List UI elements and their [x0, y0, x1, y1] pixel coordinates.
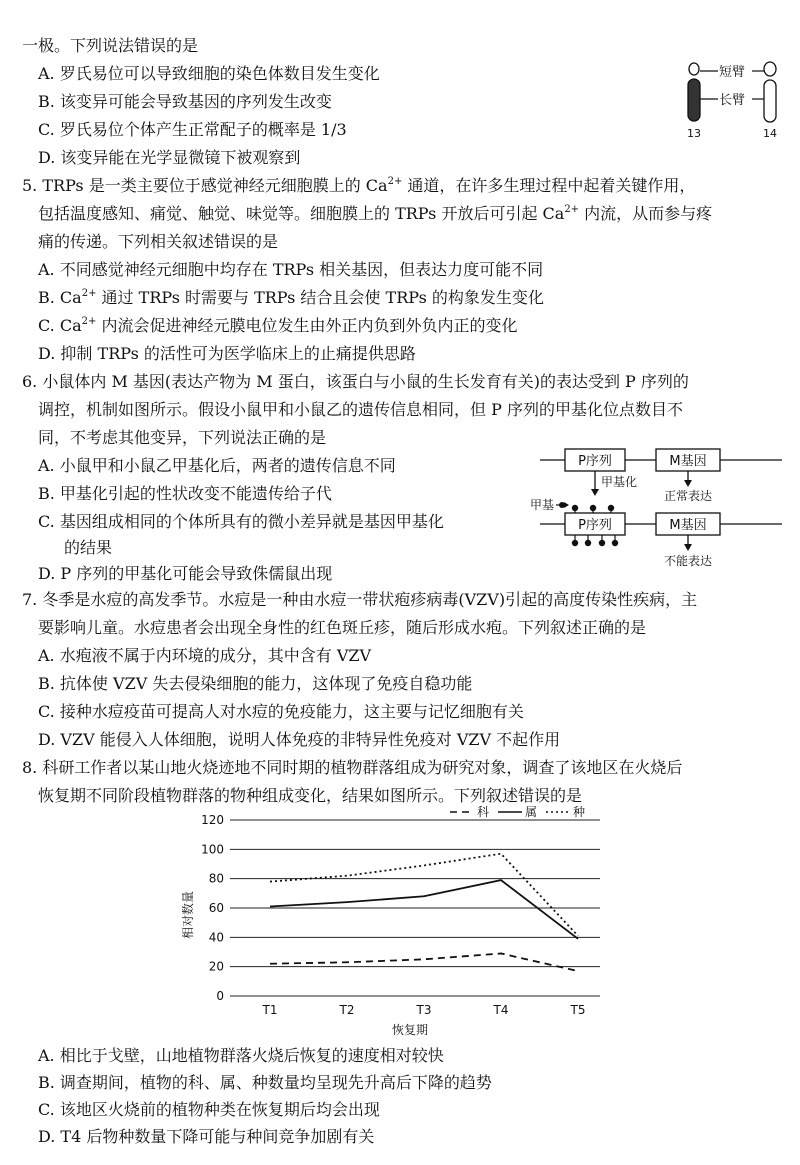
x-tick-label: T3: [416, 1003, 432, 1017]
methyl-groups-bottom: [572, 535, 618, 546]
chart-series: [270, 854, 578, 971]
methylation-diagram: [530, 442, 792, 570]
q7-option-c: C. 接种水痘疫苗可提高人对水痘的免疫能力，这主要与记忆细胞有关: [38, 702, 524, 721]
y-tick-label: 0: [216, 989, 224, 1003]
q6-option-c-line-2: 的结果: [64, 538, 113, 557]
methyl-groups-top: [572, 505, 614, 513]
q5-line-1: 5. TRPs 是一类主要位于感觉神经元细胞膜上的 $Ca^{2+}$ 通道，在许多生理过程中起着关键作用，: [22, 176, 696, 195]
y-tick-label: 100: [201, 842, 224, 857]
y-tick-label: 60: [208, 901, 224, 915]
q5-line-2: 包括温度感知、痛觉、触觉、味觉等。细胞膜上的 TRPs 开放后可引起 $Ca^{2+}$ 内流，从而参与疼: [38, 204, 713, 223]
q8-option-a: A. 相比于戈壁，山地植物群落火烧后恢复的速度相对较快: [38, 1046, 444, 1065]
q6-line-3: 同，不考虑其他变异，下列说法正确的是: [38, 428, 327, 447]
chromosome-13-short-arm: [689, 63, 699, 75]
long-arm-label: 长臂: [719, 93, 746, 108]
q8-line-1: 8. 科研工作者以某山地火烧迹地不同时期的植物群落组成为研究对象，调查了该地区在火烧后: [22, 758, 683, 777]
y-tick-label: 80: [208, 871, 224, 886]
chart-x-ticks: [262, 1003, 586, 1017]
q7-option-b: B. 抗体使 VZV 失去侵染细胞的能力，这体现了免疫自稳功能: [38, 674, 473, 693]
legend-label: 科: [477, 805, 490, 819]
chart-grid: [230, 820, 600, 996]
y-tick-label: 20: [208, 959, 224, 974]
x-tick-label: T1: [262, 1003, 278, 1017]
q5-option-c: C. $Ca^{2+}$ 内流会促进神经元膜电位发生由外正内负到外负内正的变化: [38, 316, 518, 335]
recovery-line-chart: [180, 800, 620, 1040]
q6-line-1: 6. 小鼠体内 M 基因(表达产物为 M 蛋白，该蛋白与小鼠的生长发育有关)的表达受到 P 序列的: [22, 372, 689, 391]
q7-line-1: 7. 冬季是水痘的高发季节。水痘是一种由水痘一带状疱疹病毒(VZV)引起的高度传染性疾病，主: [22, 590, 698, 609]
legend-label: 属: [525, 805, 538, 819]
q6-option-b: B. 甲基化引起的性状改变不能遗传给子代: [38, 484, 332, 503]
x-tick-label: T5: [570, 1003, 586, 1017]
y-tick-label: 40: [208, 930, 224, 945]
q7-option-a: A. 水疱液不属于内环境的成分，其中含有 VZV: [38, 646, 372, 665]
q6-option-a: A. 小鼠甲和小鼠乙甲基化后，两者的遗传信息不同: [38, 456, 396, 475]
chromosome-figure: [680, 55, 795, 140]
chart-legend: [450, 804, 585, 819]
q6-option-c-line-1: C. 基因组成相同的个体所具有的微小差异就是基因甲基化: [38, 512, 444, 531]
q8-line-2: 恢复期不同阶段植物群落的物种组成变化，结果如图所示。下列叙述错误的是: [38, 786, 583, 805]
chart-y-axis-label: 相对数量: [181, 890, 195, 940]
q5-line-3: 痛的传递。下列相关叙述错误的是: [38, 232, 279, 251]
q5-option-d: D. 抑制 TRPs 的活性可为医学临床上的止痛提供思路: [38, 344, 416, 363]
q4-option-c: C. 罗氏易位个体产生正常配子的概率是 1/3: [38, 120, 347, 139]
chromosome-14-short-arm: [764, 62, 776, 76]
chromosome-13-long-arm: [688, 79, 700, 121]
q4-option-b: B. 该变异可能会导致基因的序列发生改变: [38, 92, 332, 111]
q6-line-2: 调控，机制如图所示。假设小鼠甲和小鼠乙的遗传信息相同，但 P 序列的甲基化位点数目不: [38, 400, 683, 419]
q5-option-a: A. 不同感觉神经元细胞中均存在 TRPs 相关基因，但表达力度可能不同: [38, 260, 544, 279]
q7-option-d: D. VZV 能侵入人体细胞，说明人体免疫的非特异性免疫对 VZV 不起作用: [38, 730, 561, 749]
q7-line-2: 要影响儿童。水痘患者会出现全身性的红色斑丘疹，随后形成水疱。下列叙述正确的是: [38, 618, 647, 637]
p-sequence-label-top: P序列: [578, 454, 612, 469]
q4-option-a: A. 罗氏易位可以导致细胞的染色体数目发生变化: [38, 64, 380, 83]
m-gene-label-bottom: M基因: [669, 518, 707, 533]
series-line-solid: [270, 880, 578, 939]
short-arm-label: 短臂: [719, 65, 746, 80]
x-tick-label: T4: [493, 1003, 509, 1017]
q4-option-d: D. 该变异能在光学显微镜下被观察到: [38, 148, 301, 167]
legend-label: 种: [573, 805, 586, 819]
x-tick-label: T2: [339, 1003, 355, 1017]
q5-option-b: B. $Ca^{2+}$ 通过 TRPs 时需要与 TRPs 结合且会使 TRPs 的构象发生变化: [38, 288, 544, 307]
chromosome-13-label: 13: [687, 127, 701, 140]
q8-option-c: C. 该地区火烧前的植物种类在恢复期后均会出现: [38, 1100, 380, 1119]
chromosome-14-label: 14: [763, 127, 777, 140]
methyl-label: 甲基: [530, 498, 555, 512]
y-tick-label: 120: [201, 813, 224, 827]
q6-option-d: D. P 序列的甲基化可能会导致侏儒鼠出现: [38, 564, 333, 583]
series-line-dashed: [270, 953, 578, 971]
blocked-expression-label: 不能表达: [663, 554, 713, 568]
q4-stem: 一极。下列说法错误的是: [22, 36, 199, 55]
m-gene-label-top: M基因: [669, 454, 707, 469]
q8-option-d: D. T4 后物种数量下降可能与种间竞争加剧有关: [38, 1127, 375, 1146]
q8-option-b: B. 调查期间，植物的科、属、种数量均呈现先升高后下降的趋势: [38, 1073, 492, 1092]
methylation-label: 甲基化: [601, 475, 638, 489]
chart-x-axis-label: 恢复期: [391, 1023, 429, 1037]
chromosome-14-long-arm: [764, 80, 776, 122]
chart-y-ticks: [201, 813, 224, 1003]
p-sequence-label-bottom: P序列: [578, 518, 612, 533]
normal-expression-label: 正常表达: [663, 489, 713, 503]
series-line-dotted: [270, 854, 578, 936]
